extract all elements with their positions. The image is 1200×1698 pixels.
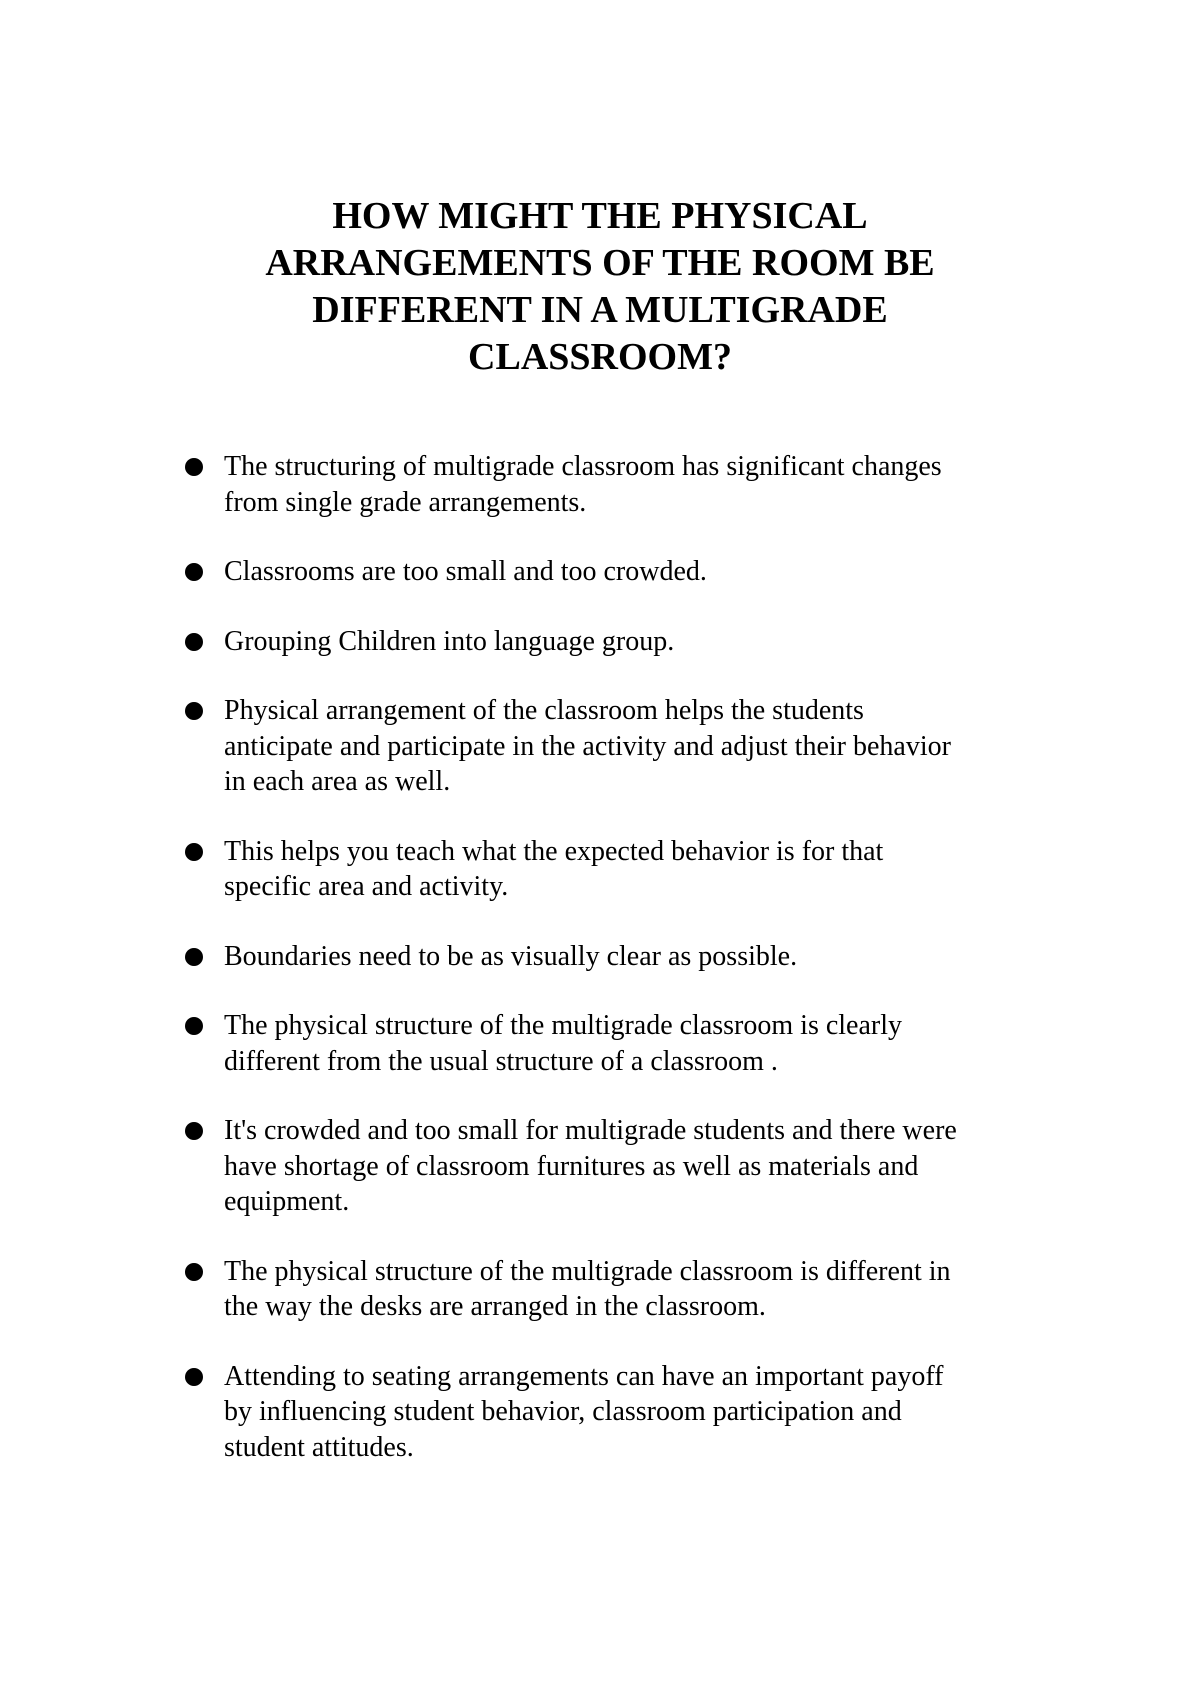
bullet-text-line: from single grade arrangements. [224,486,587,518]
bullet-text-line: Physical arrangement of the classroom helps the students [224,695,864,726]
bullet-icon [185,702,203,720]
list-item [180,1254,1040,1325]
list-item [180,1359,1040,1466]
bullet-text-line: It's crowded and too small for multigrade students and there were [224,1115,957,1146]
bullet-text-line: Attending to seating arrangements can have an important payoff [224,1360,944,1392]
bullet-text-line: by influencing student behavior, classroom participation and [224,1396,902,1427]
bullet-icon [185,563,203,581]
bullet-text-line: Boundaries need to be as visually clear as possible. [224,940,798,972]
bullet-text-line: Classrooms are too small and too crowded. [224,556,707,587]
bullet-text-line: The physical structure of the multigrade classroom is different in [224,1255,951,1287]
title-line: CLASSROOM? [468,336,732,378]
list-item [180,693,1040,800]
bullet-list [180,449,1040,1499]
bullet-text-line: different from the usual structure of a classroom . [224,1045,778,1077]
bullet-text-line: The structuring of multigrade classroom has significant changes [224,451,942,482]
list-item [180,449,1040,520]
list-item [180,939,1040,975]
list-item [180,1113,1040,1220]
bullet-icon [185,1263,203,1281]
bullet-icon [185,843,203,861]
title-line: DIFFERENT IN A MULTIGRADE [312,289,888,331]
bullet-text-line: student attitudes. [224,1431,414,1463]
bullet-text-line: equipment. [224,1186,350,1217]
bullet-text-line: have shortage of classroom furnitures as well as materials and [224,1150,919,1182]
bullet-icon [185,948,203,966]
title-line: HOW MIGHT THE PHYSICAL [332,195,868,237]
bullet-text-line: in each area as well. [224,766,451,797]
bullet-text-line: the way the desks are arranged in the classroom. [224,1291,766,1322]
title-line: ARRANGEMENTS OF THE ROOM BE [265,242,935,284]
bullet-text-line: anticipate and participate in the activity and adjust their behavior [224,730,951,762]
bullet-text-line: specific area and activity. [224,871,509,902]
bullet-icon [185,458,203,476]
bullet-text-line: This helps you teach what the expected behavior is for that [224,835,884,867]
bullet-icon [185,1017,203,1035]
bullet-icon [185,633,203,651]
bullet-icon [185,1368,203,1386]
list-item [180,834,1040,905]
bullet-icon [185,1122,203,1140]
list-item [180,624,1040,660]
list-item [180,554,1040,590]
list-item [180,1008,1040,1079]
bullet-text-line: The physical structure of the multigrade classroom is clearly [224,1010,903,1041]
bullet-text-line: Grouping Children into language group. [224,625,675,657]
page-title [200,193,1000,381]
